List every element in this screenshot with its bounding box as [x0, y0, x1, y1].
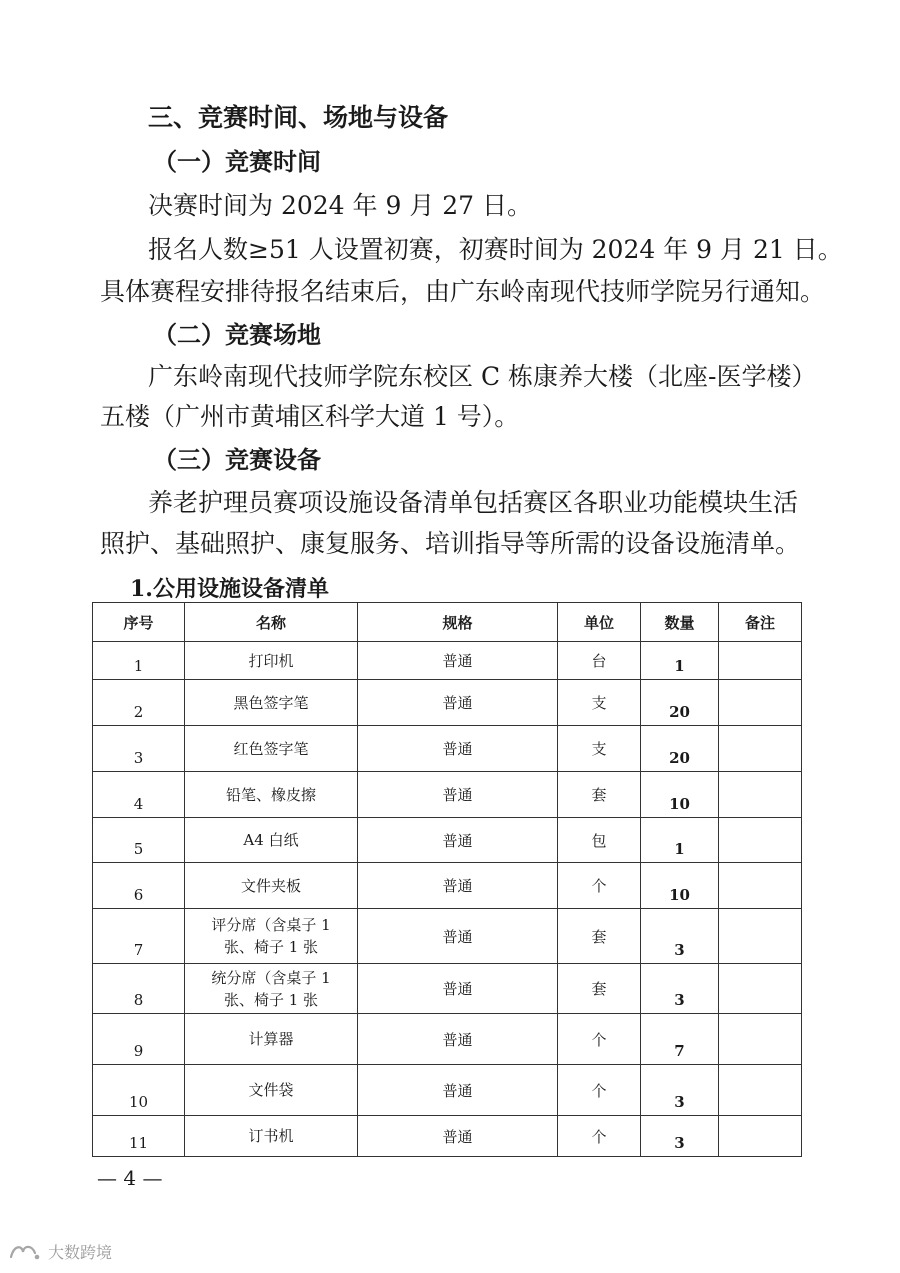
table-row — [93, 964, 802, 1014]
cell-name — [185, 964, 358, 1014]
cell-note — [719, 1014, 802, 1065]
section-title: 三、竞赛时间、场地与设备 — [148, 103, 449, 132]
header-name: 名称 — [185, 603, 358, 642]
cell-no: 3 — [93, 726, 185, 772]
cell-no: 2 — [93, 680, 185, 726]
cell-qty: 20 — [641, 726, 719, 772]
equipment-table — [92, 602, 802, 1157]
time-paragraph-line-2: 报名人数≥51 人设置初赛，初赛时间为 2024 年 9 月 21 日。 — [148, 235, 843, 264]
cell-unit: 台 — [558, 642, 641, 680]
cell-unit: 个 — [558, 1116, 641, 1157]
cell-note — [719, 680, 802, 726]
cell-name: 计算器 — [185, 1014, 358, 1065]
venue-heading: （二）竞赛场地 — [153, 320, 321, 349]
table-row — [93, 680, 802, 726]
cell-name-line-2: 张、椅子 1 张 — [223, 990, 319, 1009]
cell-qty: 3 — [641, 1065, 719, 1116]
cell-qty: 3 — [641, 964, 719, 1014]
table-row — [93, 1014, 802, 1065]
venue-paragraph-line-1: 广东岭南现代技师学院东校区 C 栋康养大楼（北座-医学楼） — [148, 362, 817, 391]
cell-spec: 普通 — [358, 772, 558, 818]
cell-note — [719, 964, 802, 1014]
header-no: 序号 — [93, 603, 185, 642]
cell-qty: 20 — [641, 680, 719, 726]
cell-qty: 7 — [641, 1014, 719, 1065]
cell-name — [185, 909, 358, 964]
cell-note — [719, 1116, 802, 1157]
watermark-text: 大数跨境 — [48, 1243, 113, 1262]
cell-note — [719, 772, 802, 818]
cell-spec: 普通 — [358, 726, 558, 772]
cell-no: 9 — [93, 1014, 185, 1065]
cell-unit: 支 — [558, 680, 641, 726]
cell-qty: 10 — [641, 772, 719, 818]
cell-unit: 个 — [558, 1014, 641, 1065]
equipment-heading: （三）竞赛设备 — [153, 445, 321, 474]
cell-name: 铅笔、橡皮擦 — [185, 772, 358, 818]
table-row — [93, 642, 802, 680]
cell-note — [719, 726, 802, 772]
cell-no: 11 — [93, 1116, 185, 1157]
cell-unit: 套 — [558, 909, 641, 964]
cell-spec: 普通 — [358, 680, 558, 726]
cell-name: 红色签字笔 — [185, 726, 358, 772]
cell-no: 7 — [93, 909, 185, 964]
cell-name: 订书机 — [185, 1116, 358, 1157]
table-row — [93, 726, 802, 772]
time-paragraph-line-3: 具体赛程安排待报名结束后，由广东岭南现代技师学院另行通知。 — [100, 277, 826, 306]
cell-no: 10 — [93, 1065, 185, 1116]
cell-name-line-1: 统分席（含桌子 1 — [211, 968, 331, 987]
cell-unit: 个 — [558, 1065, 641, 1116]
cell-note — [719, 642, 802, 680]
cell-no: 8 — [93, 964, 185, 1014]
cell-spec: 普通 — [358, 964, 558, 1014]
cell-qty: 10 — [641, 863, 719, 909]
table-title: 1.公用设施设备清单 — [130, 576, 329, 602]
table-row — [93, 1116, 802, 1157]
table-header-row — [93, 603, 802, 642]
cell-no: 1 — [93, 642, 185, 680]
cell-unit: 套 — [558, 772, 641, 818]
cell-note — [719, 909, 802, 964]
equipment-paragraph-line-2: 照护、基础照护、康复服务、培训指导等所需的设备设施清单。 — [100, 529, 801, 558]
equipment-paragraph-line-1: 养老护理员赛项设施设备清单包括赛区各职业功能模块生活 — [148, 488, 799, 517]
cell-name-line-1: 评分席（含桌子 1 — [211, 916, 331, 934]
cell-spec: 普通 — [358, 909, 558, 964]
cell-qty: 3 — [641, 1116, 719, 1157]
cell-spec: 普通 — [358, 642, 558, 680]
cell-name: 文件袋 — [185, 1065, 358, 1116]
cell-qty: 3 — [641, 909, 719, 964]
table-row — [93, 1065, 802, 1116]
brand-logo-icon — [8, 1241, 42, 1263]
cell-spec: 普通 — [358, 863, 558, 909]
watermark — [8, 1240, 112, 1263]
header-spec: 规格 — [358, 603, 558, 642]
header-qty: 数量 — [641, 603, 719, 642]
table-row — [93, 772, 802, 818]
table-row — [93, 818, 802, 863]
cell-name: 文件夹板 — [185, 863, 358, 909]
cell-spec: 普通 — [358, 1014, 558, 1065]
cell-no: 5 — [93, 818, 185, 863]
header-note: 备注 — [719, 603, 802, 642]
cell-name-line-2: 张、椅子 1 张 — [223, 938, 319, 956]
cell-no: 6 — [93, 863, 185, 909]
cell-qty: 1 — [641, 818, 719, 863]
cell-name: 打印机 — [185, 642, 358, 680]
cell-qty: 1 — [641, 642, 719, 680]
cell-note — [719, 863, 802, 909]
time-paragraph-line-1: 决赛时间为 2024 年 9 月 27 日。 — [148, 191, 533, 220]
cell-note — [719, 818, 802, 863]
cell-name: 黑色签字笔 — [185, 680, 358, 726]
table-row — [93, 863, 802, 909]
cell-name: A4 白纸 — [185, 818, 358, 863]
cell-unit: 个 — [558, 863, 641, 909]
table-row — [93, 909, 802, 964]
venue-paragraph-line-2: 五楼（广州市黄埔区科学大道 1 号）。 — [100, 402, 520, 431]
page-number: — 4 — — [97, 1166, 163, 1190]
cell-spec: 普通 — [358, 1116, 558, 1157]
time-heading: （一）竞赛时间 — [153, 147, 321, 176]
cell-unit: 套 — [558, 964, 641, 1014]
cell-spec: 普通 — [358, 1065, 558, 1116]
header-unit: 单位 — [558, 603, 641, 642]
cell-spec: 普通 — [358, 818, 558, 863]
cell-unit: 包 — [558, 818, 641, 863]
cell-unit: 支 — [558, 726, 641, 772]
cell-no: 4 — [93, 772, 185, 818]
cell-note — [719, 1065, 802, 1116]
